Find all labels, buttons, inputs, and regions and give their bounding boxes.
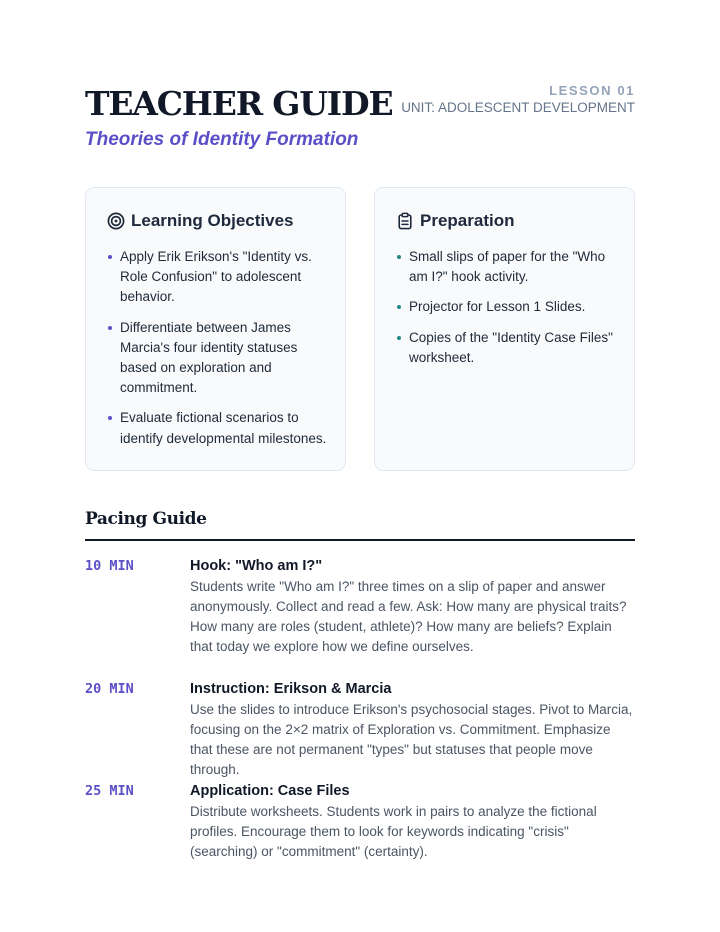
- learning-objectives-card: [85, 187, 346, 471]
- preparation-item: Small slips of paper for the "Who am I?" hook activity.: [397, 247, 619, 287]
- pacing-description: Students write "Who am I?" three times on a slip of paper and answer anonymously. Collect and read a few. Ask: How many are physical traits? How many are roles (student, athlete)? How many are beliefs? Explain that today we explore how we define ourselves.: [190, 579, 627, 654]
- preparation-list: [397, 247, 619, 378]
- objective-item: Apply Erik Erikson's "Identity vs. Role Confusion" to adolescent behavior.: [108, 247, 330, 308]
- unit-label: UNIT: ADOLESCENT DEVELOPMENT: [401, 100, 635, 115]
- lesson-number: LESSON 01: [549, 83, 635, 98]
- pacing-body: [190, 782, 635, 862]
- pacing-heading: Hook: "Who am I?": [190, 558, 323, 574]
- target-icon: [107, 212, 125, 230]
- learning-objectives-header: [107, 210, 294, 232]
- pacing-time: 20 MIN: [85, 681, 134, 697]
- document-header: [85, 84, 635, 164]
- pacing-body: [190, 557, 635, 657]
- preparation-header: [396, 210, 514, 232]
- pacing-time: 25 MIN: [85, 783, 134, 799]
- pacing-description: Distribute worksheets. Students work in pairs to analyze the fictional profiles. Encourage them to look for keywords indicating "crisis" (searching) or "commitment" (certainty).: [190, 804, 597, 859]
- pacing-divider: [85, 539, 635, 541]
- preparation-item: Copies of the "Identity Case Files" worksheet.: [397, 328, 619, 368]
- preparation-item: Projector for Lesson 1 Slides.: [397, 297, 619, 317]
- pacing-heading: Instruction: Erikson & Marcia: [190, 681, 392, 697]
- document-subtitle: Theories of Identity Formation: [85, 129, 359, 150]
- preparation-title: Preparation: [420, 211, 515, 230]
- document-title: TEACHER GUIDE: [85, 84, 393, 123]
- objectives-list: [108, 247, 330, 459]
- learning-objectives-title: Learning Objectives: [131, 211, 294, 230]
- lesson-meta: [401, 83, 635, 116]
- pacing-guide-title: Pacing Guide: [85, 509, 207, 529]
- objective-item: Evaluate fictional scenarios to identify developmental milestones.: [108, 408, 330, 448]
- pacing-heading: Application: Case Files: [190, 783, 350, 799]
- objective-item: Differentiate between James Marcia's four identity statuses based on exploration and commitment.: [108, 318, 330, 399]
- pacing-body: [190, 680, 635, 780]
- preparation-card: [374, 187, 635, 471]
- pacing-time: 10 MIN: [85, 558, 134, 574]
- pacing-description: Use the slides to introduce Erikson's psychosocial stages. Pivot to Marcia, focusing on the 2×2 matrix of Exploration vs. Commitment. Emphasize that these are not permanent "types" but statuses that people move through.: [190, 702, 633, 777]
- clipboard-icon: [396, 212, 414, 230]
